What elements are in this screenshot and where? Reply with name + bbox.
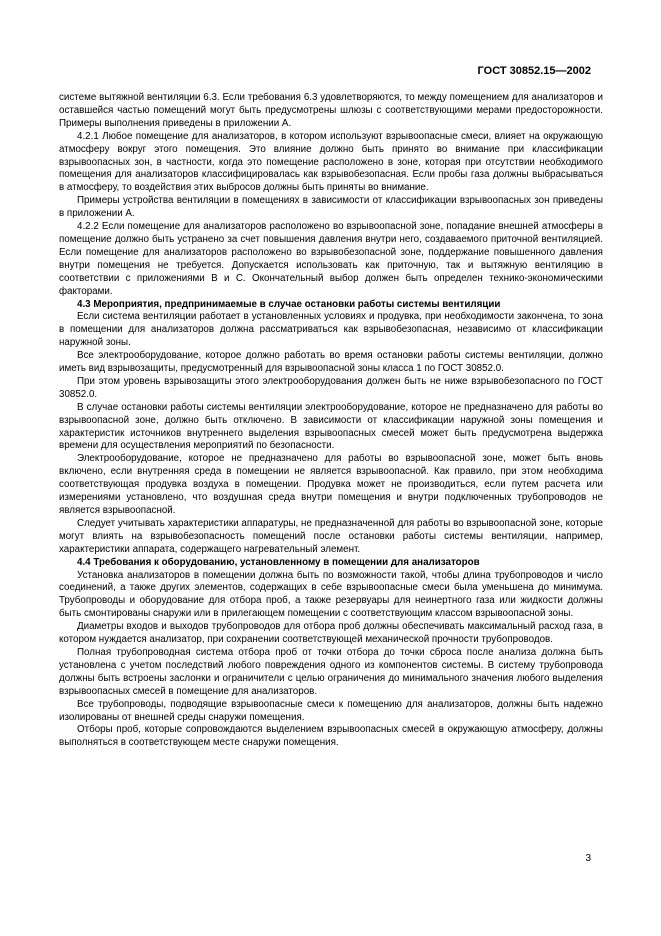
- paragraph-4-4-e: Отборы проб, которые сопровождаются выделением взрывоопасных смесей в окружающую атмосферу, должны выполняться в соответствующем месте снаружи помещения.: [59, 724, 603, 749]
- paragraph-4-2-1: 4.2.1 Любое помещение для анализаторов, в котором используют взрывоопасные смеси, влияет на окружающую атмосферу вокруг этого помещения. Это влияние должно быть принято во внимание при классификации взрывоопасных зон, в частности, когда это помещение расположено в зоне, которая при отсутствии необходимого помещения для анализаторов классифицировалась как взрывобезопасная. Если пробы газа должны выбрасываться в атмосферу, то воздействия этих выбросов должны быть приняты во внимание.: [59, 130, 603, 194]
- paragraph-4-3-f: Следует учитывать характеристики аппаратуры, не предназначенной для работы во взрывоопасной зоне, которые могут влиять на взрывобезопасность помещений после остановки работы системы вентиляции, например, характеристики аппарата, содержащего нагревательный элемент.: [59, 517, 603, 555]
- paragraph-examples-ventilation: Примеры устройства вентиляции в помещениях в зависимости от классификации взрывоопасных зон приведены в приложении А.: [59, 195, 603, 220]
- page-number: 3: [585, 853, 591, 864]
- paragraph-4-4-b: Диаметры входов и выходов трубопроводов для отбора проб должны обеспечивать максимальный расход газа, в котором нуждается анализатор, при сохранении соответствующей механической прочности трубопроводов.: [59, 621, 603, 646]
- paragraph-4-3-d: В случае остановки работы системы вентиляции электрооборудование, которое не предназначено для работы во взрывоопасной зоне, должно быть отключено. В зависимости от классификации наружной зоны помещения и характеристик источников внутреннего выделения взрывоопасных смесей может быть предусмотрена выдержка времени для осуществления мероприятий по безопасности.: [59, 401, 603, 452]
- paragraph-4-3-a: Если система вентиляции работает в установленных условиях и продувка, при необходимости закончена, то зона в помещении для анализаторов должна рассматриваться как взрывобезопасная, независимо от классификации наружной зоны.: [59, 311, 603, 349]
- paragraph-4-3-e: Электрооборудование, которое не предназначено для работы во взрывоопасной зоне, может быть вновь включено, если внутренняя среда в помещении не является взрывоопасной. Как правило, при этом необходима соответствующая продувка воздуха в помещении. Продувка может не производиться, если путем расчета или измерениями установлено, что воздушная среда внутри помещения и внутри подключенных трубопроводов не является взрывоопасной.: [59, 453, 603, 516]
- paragraph-4-2-2: 4.2.2 Если помещение для анализаторов расположено во взрывоопасной зоне, попадание внешней атмосферы в помещение должно быть устранено за счет повышения давления внутри него, создаваемого приточной вентиляцией. Если помещение для анализаторов расположено во взрывобезопасной зоне, поддержание повышенного давления внутри помещения не требуется. Допускается использовать как приточную, так и вытяжную вентиляцию в соответствии с приложениями В и С. Окончательный выбор должен быть определен технико-экономическими факторами.: [59, 221, 603, 297]
- paragraph-4-4-d: Все трубопроводы, подводящие взрывоопасные смеси к помещению для анализаторов, должны быть надежно изолированы от внешней среды снаружи помещения.: [59, 698, 603, 723]
- document-header: ГОСТ 30852.15—2002: [477, 65, 591, 77]
- paragraph-4-3-b: Все электрооборудование, которое должно работать во время остановки работы системы вентиляции, должно иметь вид взрывозащиты, предусмотренный для взрывоопасной зоны класса 1 по ГОСТ 30852.0.: [59, 350, 603, 375]
- paragraph-4-4-c: Полная трубопроводная система отбора проб от точки отбора до точки сброса после анализа должна быть установлена с учетом последствий любого повреждения одного из компонентов системы. В систему трубопровода должны быть встроены заслонки и ограничители с целью ограничения до минимального значения любого выделения взрывоопасных смесей в помещение для анализаторов.: [59, 646, 603, 697]
- section-heading-4-3: 4.3 Мероприятия, предпринимаемые в случае остановки работы системы вентиляции: [77, 298, 501, 310]
- section-heading-4-4: 4.4 Требования к оборудованию, установленному в помещении для анализаторов: [77, 556, 480, 568]
- paragraph-4-4-a: Установка анализаторов в помещении должна быть по возможности такой, чтобы длина трубопроводов и число соединений, а также других элементов, содержащих в себе взрывоопасные смеси была уменьшена до минимума. Трубопроводы и оборудование для отбора проб, а также резервуары для неинертного газа или жидкости должны быть смонтированы снаружи или в прилегающем помещении с соответствующим классом взрывоопасной зоны.: [59, 569, 603, 620]
- paragraph-4-3-c: При этом уровень взрывозащиты этого электрооборудования должен быть не ниже взрывобезопасного по ГОСТ 30852.0.: [59, 375, 603, 400]
- document-body: [59, 92, 603, 750]
- paragraph-continuation: системе вытяжной вентиляции 6.3. Если требования 6.3 удовлетворяются, то между помещением для анализаторов и оставшейся частью помещений могут быть предусмотрены шлюзы с соответствующими мерами предосторожности. Примеры выполнения приведены в приложении А.: [59, 92, 603, 129]
